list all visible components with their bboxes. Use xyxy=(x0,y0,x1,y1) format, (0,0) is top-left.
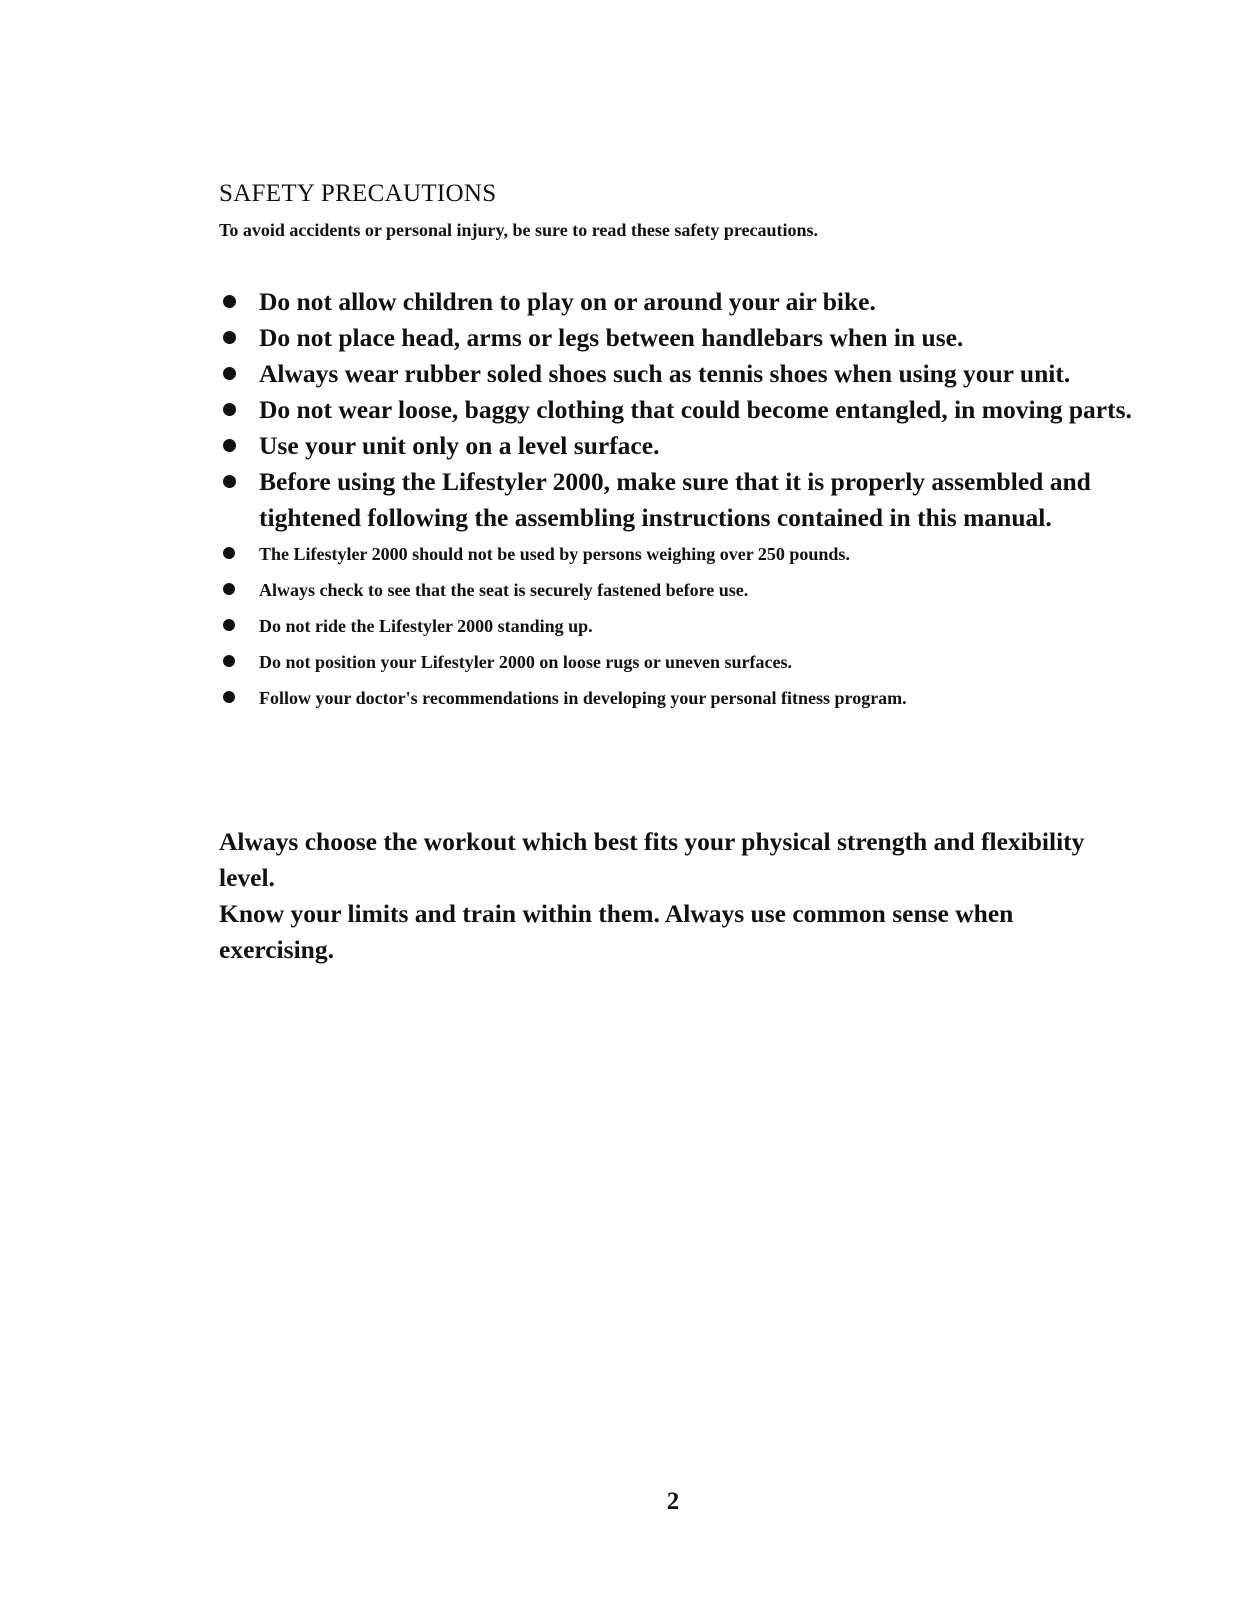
list-item-text: Do not ride the Lifestyler 2000 standing up. xyxy=(259,616,593,636)
list-item-text: Do not position your Lifestyler 2000 on loose rugs or uneven surfaces. xyxy=(259,652,793,672)
safety-list xyxy=(219,284,1179,716)
list-item xyxy=(219,572,1179,608)
page-number: 2 xyxy=(666,1488,680,1515)
bullet-icon xyxy=(223,295,236,308)
list-item xyxy=(219,608,1179,644)
bullet-icon xyxy=(223,655,235,667)
bullet-icon xyxy=(223,583,235,595)
bullet-icon xyxy=(223,547,235,559)
list-item xyxy=(219,320,1179,356)
list-item-text: Always wear rubber soled shoes such as tennis shoes when using your unit. xyxy=(259,359,1071,388)
list-item-text: Do not place head, arms or legs between handlebars when in use. xyxy=(259,323,964,352)
page-title: SAFETY PRECAUTIONS xyxy=(219,180,497,207)
list-item-text: Always check to see that the seat is securely fastened before use. xyxy=(259,580,749,600)
bullet-icon xyxy=(223,691,235,703)
bullet-icon xyxy=(223,439,236,452)
list-item-text: Follow your doctor's recommendations in developing your personal fitness program. xyxy=(259,688,907,708)
intro-text: To avoid accidents or personal injury, be sure to read these safety precautions. xyxy=(219,220,819,240)
list-item xyxy=(219,356,1179,392)
list-item-text: The Lifestyler 2000 should not be used by persons weighing over 250 pounds. xyxy=(259,544,850,564)
closing-paragraph: Know your limits and train within them. Always use common sense when exercising. xyxy=(219,899,1014,964)
list-item xyxy=(219,536,1179,572)
bullet-icon xyxy=(223,475,236,488)
bullet-icon xyxy=(223,403,236,416)
list-item-text: Do not wear loose, baggy clothing that could become entangled, in moving parts. xyxy=(259,395,1132,424)
list-item xyxy=(219,464,1179,536)
bullet-icon xyxy=(223,619,235,631)
bullet-icon xyxy=(223,367,236,380)
list-item xyxy=(219,680,1179,716)
list-item xyxy=(219,644,1179,680)
list-item xyxy=(219,428,1179,464)
list-item xyxy=(219,392,1179,428)
list-item-text: Do not allow children to play on or around your air bike. xyxy=(259,287,876,316)
list-item xyxy=(219,284,1179,320)
list-item-text: Use your unit only on a level surface. xyxy=(259,431,660,460)
bullet-icon xyxy=(223,331,236,344)
closing-advice xyxy=(219,824,1119,968)
list-item-text: Before using the Lifestyler 2000, make sure that it is properly assembled and tightened following the assembling instructions contained in this manual. xyxy=(259,467,1091,532)
closing-paragraph: Always choose the workout which best fits your physical strength and flexibility level. xyxy=(219,827,1085,892)
